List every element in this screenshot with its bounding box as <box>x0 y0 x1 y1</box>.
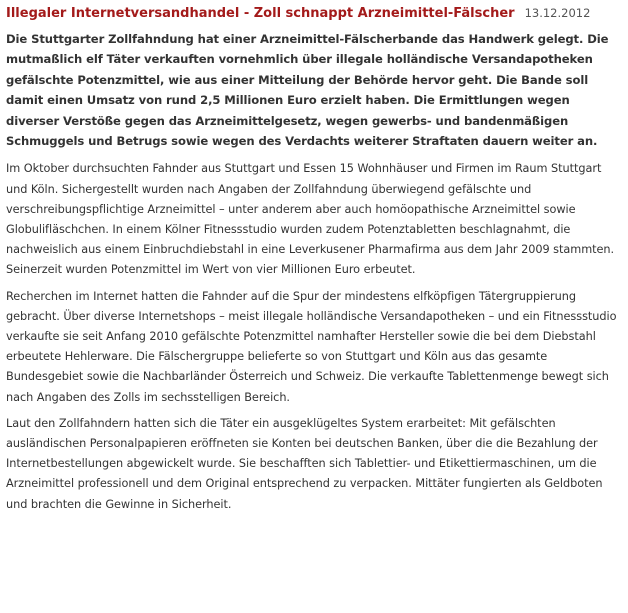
article-paragraph: Im Oktober durchsuchten Fahnder aus Stuttgart und Essen 15 Wohnhäuser und Firmen im Raum Stuttgart und Köln. Sichergestellt wurden nach Angaben der Zollfahndung überwiegend gefälschte und verschreibungspflichtige Arzneimittel – unter anderem aber auch homöopathische Arzneimittel sowie Globulifläschchen. In einem Kölner Fitnessstudio wurden zudem Potenztabletten beschlagnahmt, die nachweislich aus einem Einbruchdiebstahl in eine Leverkusener Pharmafirma aus dem Jahr 2009 stammten. Seinerzeit wurden Potenzmittel im Wert von vier Millionen Euro erbeutet. <box>6 162 615 277</box>
article-paragraph: Recherchen im Internet hatten die Fahnder auf die Spur der mindestens elfköpfigen Tätergruppierung gebracht. Über diverse Internetshops – meist illegale holländische Versandapotheken – und ein Fitnessstudio verkaufte sie seit Anfang 2010 gefälschte Potenzmittel namhafter Hersteller sowie die bei dem Diebstahl erbeutete Hehlerware. Die Fälschergruppe belieferte so von Stuttgart und Köln aus das gesamte Bundesgebiet sowie die Nachbarländer Österreich und Schweiz. Die verkaufte Tablettenmenge bewegt sich nach Angaben des Zolls im sechsstelligen Bereich. <box>6 289 617 404</box>
article-date: 13.12.2012 <box>524 6 591 20</box>
article-title: Illegaler Internetversandhandel - Zoll schnappt Arzneimittel-Fälscher <box>6 6 515 21</box>
article-paragraph: Laut den Zollfahndern hatten sich die Täter ein ausgeklügeltes System erarbeitet: Mit gefälschten ausländischen Personalpapieren eröffneten sie Konten bei deutschen Banken, über die die Bezahlung der Internetbestellungen abgewickelt wurde. Sie beschafften sich Tablettier- und Etikettiermaschinen, um die Arzneimittel professionell und dem Original entsprechend zu verpacken. Mittäter fungierten als Geldboten und brachten die Gewinne in Sicherheit. <box>6 416 603 511</box>
article-lead: Die Stuttgarter Zollfahndung hat einer Arzneimittel-Fälscherbande das Handwerk gelegt. Die mutmaßlich elf Täter verkauften vornehmlich über illegale holländische Versandapotheken gefälschte Potenzmittel, wie aus einer Mitteilung der Behörde hervor geht. Die Bande soll damit einen Umsatz von rund 2,5 Millionen Euro erzielt haben. Die Ermittlungen wegen diverser Verstöße gegen das Arzneimittelgesetz, wegen gewerbs- und bandenmäßigen Schmuggels und Betrugs sowie wegen des Verdachts weiterer Straftaten dauern weiter an. <box>6 32 609 149</box>
headline-row <box>6 6 619 21</box>
